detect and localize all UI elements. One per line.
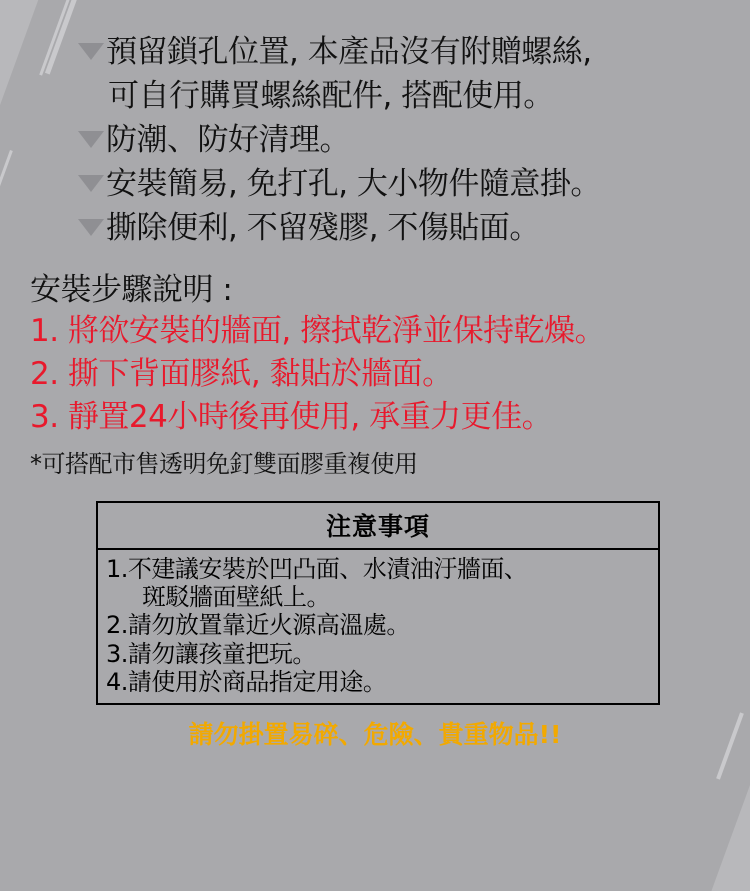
triangle-bullet-icon xyxy=(78,175,104,192)
footer-warning: 請勿掛置易碎、危險、貴重物品!! xyxy=(188,720,562,750)
installation-step: 2. 撕下背面膠紙, 黏貼於牆面。 xyxy=(30,355,453,392)
feature-text: 安裝簡易, 免打孔, 大小物件隨意掛。 xyxy=(106,166,601,203)
feature-item xyxy=(78,30,732,118)
caution-box xyxy=(96,501,660,706)
installation-footnote: *可搭配市售透明免釘雙面膠重複使用 xyxy=(30,449,418,478)
triangle-bullet-icon xyxy=(78,131,104,148)
caution-item-text: 1.不建議安裝於凹凸面、水漬油汙牆面、 xyxy=(106,554,528,583)
feature-item xyxy=(78,162,732,206)
feature-item xyxy=(78,118,732,162)
feature-list xyxy=(78,30,732,250)
feature-text: 防潮、防好清理。 xyxy=(106,122,350,159)
caution-heading: 注意事項 xyxy=(98,503,658,550)
triangle-bullet-icon xyxy=(78,43,104,60)
caution-item xyxy=(106,555,652,612)
installation-step: 3. 靜置24小時後再使用, 承重力更佳。 xyxy=(30,398,553,435)
caution-item-text: 2.請勿放置靠近火源高溫處。 xyxy=(106,611,410,640)
caution-item-text: 4.請使用於商品指定用途。 xyxy=(106,668,387,697)
feature-text-continued: 可自行購買螺絲配件, 搭配使用。 xyxy=(108,78,554,115)
feature-line xyxy=(78,30,732,74)
feature-line xyxy=(78,162,732,206)
feature-item xyxy=(78,206,732,250)
caution-item-subtext: 斑駁牆面壁紙上。 xyxy=(142,583,330,612)
triangle-bullet-icon xyxy=(78,219,104,236)
feature-text: 撕除便利, 不留殘膠, 不傷貼面。 xyxy=(106,210,540,247)
feature-text: 預留鎖孔位置, 本產品沒有附贈螺絲, xyxy=(106,34,592,70)
caution-item-text: 3.請勿讓孩童把玩。 xyxy=(106,639,316,668)
caution-list xyxy=(98,550,658,704)
installation-steps-title: 安裝步驟說明 : xyxy=(30,272,233,309)
feature-line xyxy=(78,206,732,250)
feature-line xyxy=(78,118,732,162)
installation-step: 1. 將欲安裝的牆面, 擦拭乾淨並保持乾燥。 xyxy=(30,313,606,350)
